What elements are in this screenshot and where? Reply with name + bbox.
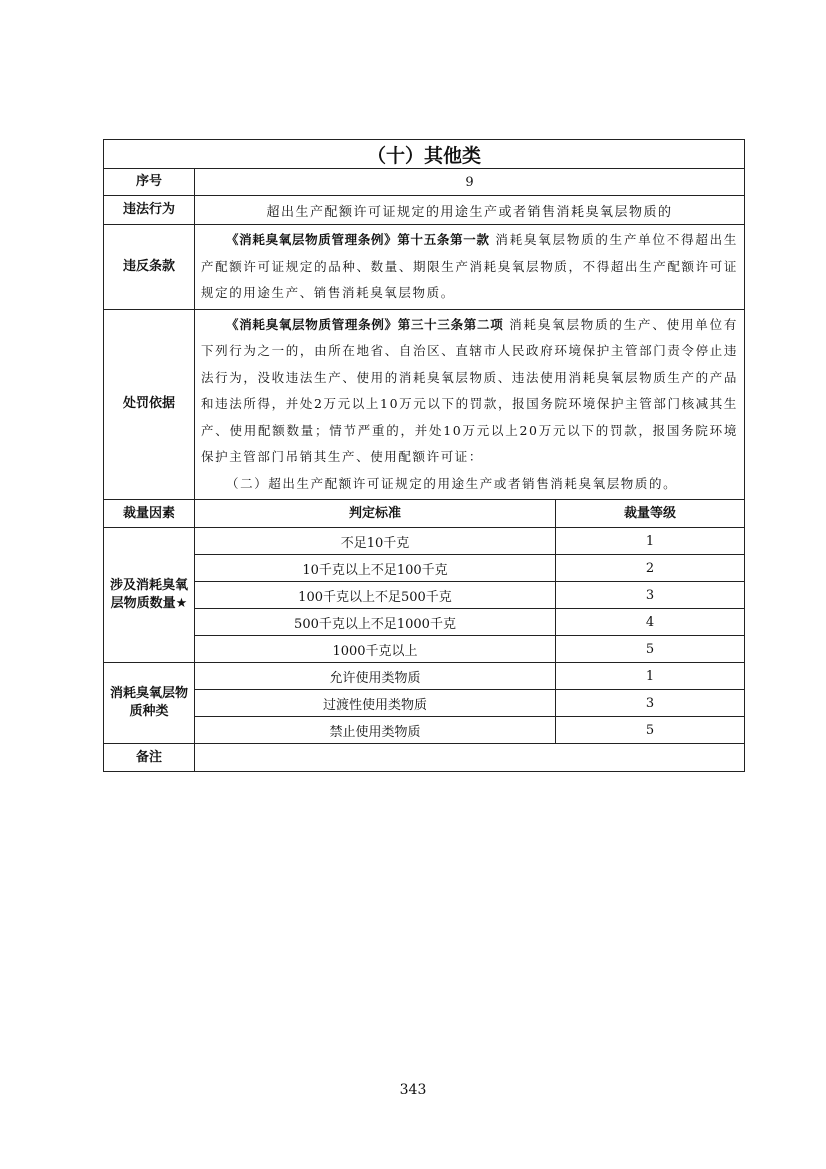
level: 2 bbox=[556, 555, 745, 582]
violated-label: 违反条款 bbox=[104, 225, 195, 310]
table-title: （十）其他类 bbox=[104, 140, 745, 169]
violated-clause bbox=[195, 225, 745, 310]
criteria: 1000千克以上 bbox=[195, 636, 556, 663]
criteria: 过渡性使用类物质 bbox=[195, 690, 556, 717]
table-row bbox=[104, 555, 745, 582]
criteria: 允许使用类物质 bbox=[195, 663, 556, 690]
violation-label: 违法行为 bbox=[104, 196, 195, 225]
header-factor: 裁量因素 bbox=[104, 500, 195, 528]
criteria: 100千克以上不足500千克 bbox=[195, 582, 556, 609]
violated-law-ref: 《消耗臭氧层物质管理条例》第十五条第一款 bbox=[226, 232, 490, 247]
discretion-table bbox=[103, 139, 745, 772]
remark-label: 备注 bbox=[104, 744, 195, 772]
penalty-label: 处罚依据 bbox=[104, 309, 195, 500]
criteria: 500千克以上不足1000千克 bbox=[195, 609, 556, 636]
penalty-law-ref: 《消耗臭氧层物质管理条例》第三十三条第二项 bbox=[226, 316, 504, 332]
factor-type: 消耗臭氧层物质种类 bbox=[104, 663, 195, 744]
header-level: 裁量等级 bbox=[556, 500, 745, 528]
criteria: 不足10千克 bbox=[195, 528, 556, 555]
level: 3 bbox=[556, 582, 745, 609]
penalty-item: （二）超出生产配额许可证规定的用途生产或者销售消耗臭氧层物质的。 bbox=[226, 475, 678, 491]
seq-value: 9 bbox=[195, 169, 745, 196]
criteria: 禁止使用类物质 bbox=[195, 717, 556, 744]
penalty-basis bbox=[195, 309, 745, 500]
table-row bbox=[104, 663, 745, 690]
table-row bbox=[104, 609, 745, 636]
level: 4 bbox=[556, 609, 745, 636]
level: 1 bbox=[556, 528, 745, 555]
criteria: 10千克以上不足100千克 bbox=[195, 555, 556, 582]
table-row bbox=[104, 717, 745, 744]
table-row bbox=[104, 690, 745, 717]
penalty-text: 消耗臭氧层物质的生产、使用单位有下列行为之一的，由所在地省、自治区、直辖市人民政府环境保护主管部门责令停止违法行为，没收违法生产、使用的消耗臭氧层物质、违法使用消耗臭氧层物质生产的产品和违法所得，并处2万元以上10万元以下的罚款，报国务院环境保护主管部门核减其生产、使用配额数量；情节严重的，并处10万元以上20万元以下的罚款，报国务院环境保护主管部门吊销其生产、使用配额许可证： bbox=[201, 316, 739, 464]
violation-value: 超出生产配额许可证规定的用途生产或者销售消耗臭氧层物质的 bbox=[195, 196, 745, 225]
remark-value bbox=[195, 744, 745, 772]
level: 1 bbox=[556, 663, 745, 690]
level: 5 bbox=[556, 717, 745, 744]
header-criteria: 判定标准 bbox=[195, 500, 556, 528]
level: 5 bbox=[556, 636, 745, 663]
violated-text: 消耗臭氧层物质的生产单位不得超出生产配额许可证规定的品种、数量、期限生产消耗臭氧层物质，不得超出生产配额许可证规定的用途生产、销售消耗臭氧层物质。 bbox=[201, 232, 739, 300]
table-row bbox=[104, 636, 745, 663]
table-row bbox=[104, 582, 745, 609]
table-row bbox=[104, 528, 745, 555]
seq-label: 序号 bbox=[104, 169, 195, 196]
factor-quantity: 涉及消耗臭氧层物质数量★ bbox=[104, 528, 195, 663]
level: 3 bbox=[556, 690, 745, 717]
page-number: 343 bbox=[399, 1082, 427, 1098]
